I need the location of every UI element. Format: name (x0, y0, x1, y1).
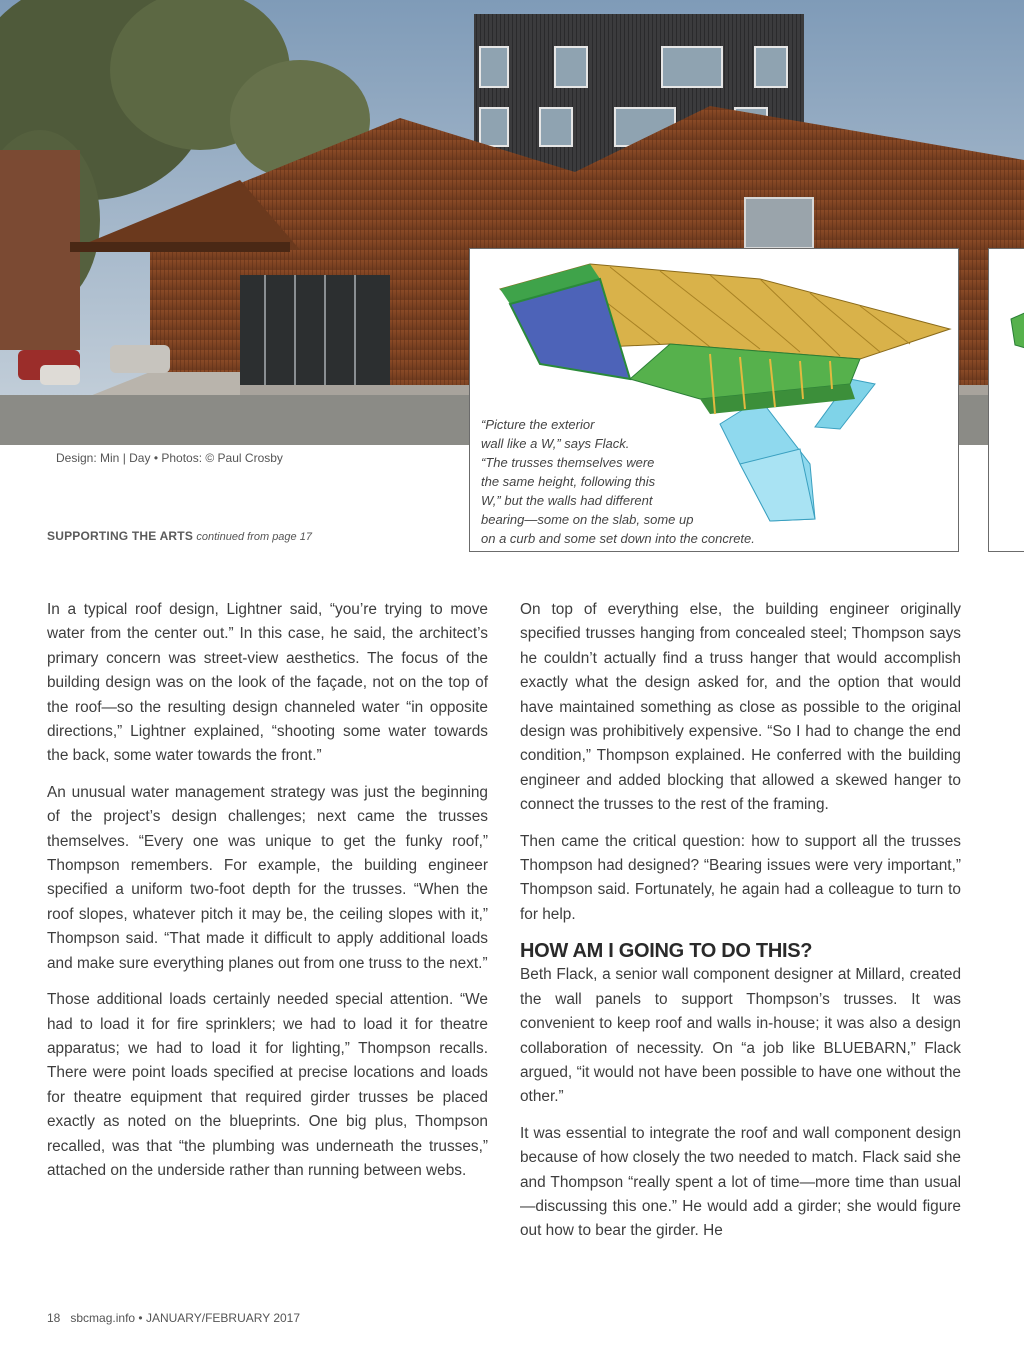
article-paragraph: Those additional loads certainly needed special attention. “We had to load it for fire sprinklers; we had to load it for theatre apparatus; we had to load it for lighting,” Thompson recalls. There were point loads specified at precise locations and loads for theatre equipment that required girder trusses be placed exactly as noted on the blueprints. One big plus, Thompson recalled, was that “the plumbing was underneath the trusses,” attached on the underside rather than running between webs. (47, 991, 488, 1179)
photo-credit: Design: Min | Day • Photos: © Paul Crosby (56, 451, 283, 465)
continued-line (47, 529, 312, 543)
article-paragraph: On top of everything else, the building engineer originally specified trusses hanging from concealed steel; Thompson says he couldn’t actually find a truss hanger that would accomplish exactly what the design asked for, and the option that would have maintained something as close as possible to the original design was prohibitively expensive. “So I had to change the end condition,” Thompson explained. He conferred with the building engineer and added blocking that allowed a skewed hanger to connect the trusses to the rest of the framing. (520, 601, 961, 814)
issue-date: JANUARY/FEBRUARY 2017 (145, 1311, 301, 1325)
next-inset-edge (988, 248, 1024, 552)
page-number: 18 (47, 1311, 61, 1325)
canopy-edge (70, 242, 290, 252)
article-paragraph: In a typical roof design, Lightner said, “you’re trying to move water from the center out.” In this case, he said, the architect’s primary concern was street-view aesthetics. The focus of the building design was on the look of the façade, not on the top of the roof—so the resulting design channeled water “in opposite directions,” Lightner explained, “shooting some water towards the back, some water towards the front.” (47, 601, 488, 765)
parked-car (110, 345, 170, 373)
continued-title: SUPPORTING THE ARTS (47, 529, 194, 543)
page-footer: 18 sbcmag.info • JANUARY/FEBRUARY 2017 (47, 1311, 301, 1325)
barn-window (745, 198, 813, 248)
section-heading: HOW AM I GOING TO DO THIS? (520, 940, 813, 963)
article-paragraph: It was essential to integrate the roof and wall component design because of how closely the two needed to match. Flack said she and Thompson “really spent a lot of time—more time than usual—discussing this one.” He would add a girder; she would figure out how to bear the girder. He (520, 1124, 961, 1240)
site-link[interactable]: sbcmag.info (70, 1311, 136, 1325)
continued-note: continued from page 17 (196, 531, 312, 543)
parked-car (40, 365, 80, 385)
cropped-model-fragment (989, 249, 1024, 552)
article-paragraph: Then came the critical question: how to support all the trusses Thompson had designed? “Bearing issues were very important,” Thompson said. Fortunately, he again had a colleague to turn to for help. (520, 832, 961, 923)
glass-entry (240, 275, 390, 385)
article-column-left (47, 598, 488, 1195)
article-paragraph: An unusual water management strategy was just the beginning of the project’s design challenges; next came the trusses themselves. “Every one was unique to get the funky roof,” Thompson remembers. For example, the building engineer specified a uniform two-foot depth for the trusses. “When the roof slopes, whatever pitch it may be, the ceiling slopes with it,” Thompson said. “That made it difficult to apply additional loads and make sure everything planes out from one truss to the next.” (47, 783, 488, 972)
brick-building (0, 150, 80, 350)
inset-caption: “Picture the exterior wall like a W,” says Flack. “The trusses themselves were the same height, following this W,” but the walls had different bearing—some on the slab, some up on a curb and some set down into the concrete. (481, 417, 755, 546)
article-column-right (520, 598, 961, 1256)
framing-model-inset (469, 248, 959, 552)
article-paragraph: Beth Flack, a senior wall component designer at Millard, created the wall panels to support Thompson’s trusses. It was convenient to keep roof and walls in-house; it was also a design collaboration of necessity. On “a job like BLUEBARN,” Flack argued, “it would not have been possible to have one without the other.” (520, 966, 961, 1106)
